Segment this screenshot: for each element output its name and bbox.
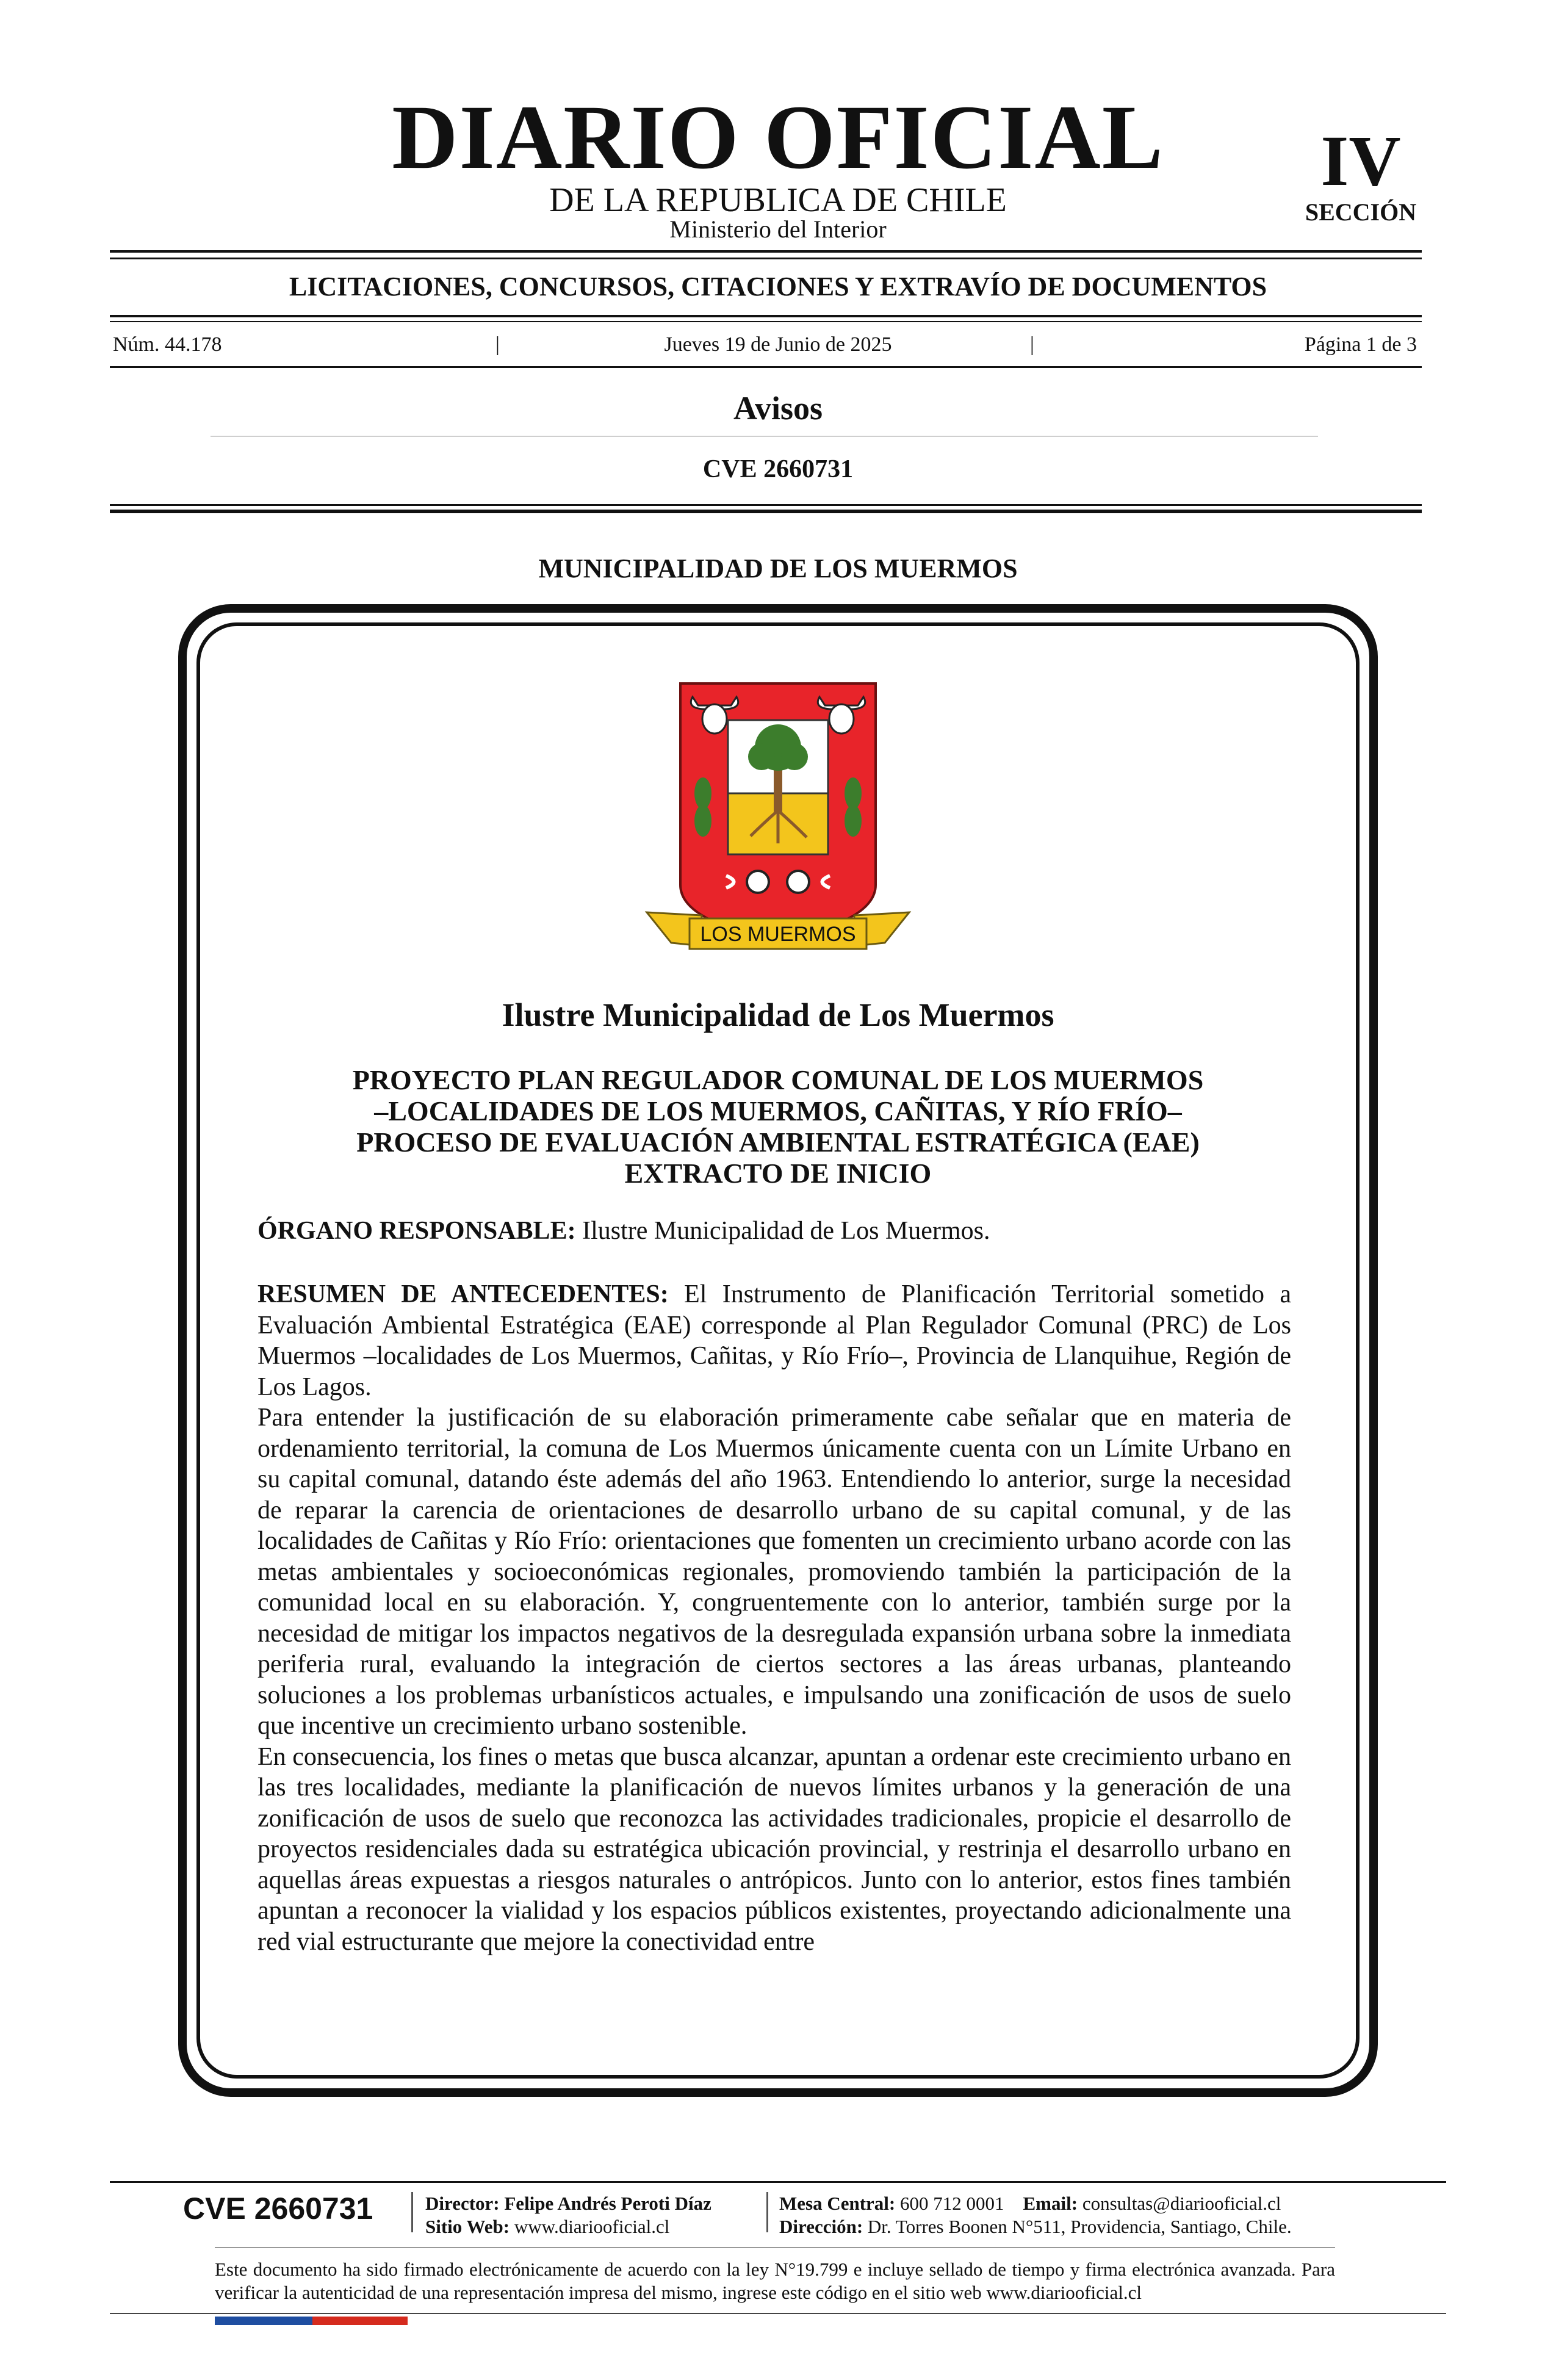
director-value: Felipe Andrés Peroti Díaz bbox=[499, 2193, 711, 2214]
website-link[interactable]: www.diariooficial.cl bbox=[510, 2216, 670, 2237]
summary-section bbox=[258, 1279, 1291, 1957]
divider bbox=[110, 250, 1422, 253]
notice-category: Avisos bbox=[733, 390, 823, 427]
footer-separator bbox=[411, 2192, 413, 2232]
address-label: Dirección: bbox=[779, 2216, 863, 2237]
summary-paragraph-1: El Instrumento de Planificación Territorial sometido a Evaluación Ambiental Estratégica (EAE) corresponde al Plan Regulador Comunal (PRC) de Los Muermos –localidades de Los Muermos, Cañitas, y Río Frío–, Provincia de Llanquihue, Región de Los Lagos. bbox=[258, 1280, 1291, 1401]
cve-code: CVE 2660731 bbox=[702, 455, 854, 483]
meta-separator: | bbox=[495, 333, 500, 356]
flag-stripe-red bbox=[312, 2317, 408, 2325]
section-number: IV bbox=[1320, 121, 1401, 201]
footer-divider bbox=[110, 2181, 1446, 2183]
issue-date: Jueves 19 de Junio de 2025 bbox=[664, 333, 892, 356]
legal-notice: Este documento ha sido firmado electrónicamente de acuerdo con la ley N°19.799 e incluye sellado de tiempo y firma electrónica avanzada. Para verificar la autenticidad de una representación impresa del mismo, ingrese este código en el sitio web www.diariooficial.cl bbox=[215, 2259, 1335, 2303]
phone-label: Mesa Central: bbox=[779, 2193, 896, 2214]
footer-separator bbox=[766, 2192, 768, 2232]
section-title: LICITACIONES, CONCURSOS, CITACIONES Y EXTRAVÍO DE DOCUMENTOS bbox=[289, 272, 1267, 301]
divider bbox=[110, 315, 1422, 317]
phone-value: 600 712 0001 bbox=[895, 2193, 1004, 2214]
project-title-line: EXTRACTO DE INICIO bbox=[624, 1158, 932, 1189]
municipality-name: Ilustre Municipalidad de Los Muermos bbox=[502, 997, 1054, 1033]
summary-label: RESUMEN DE ANTECEDENTES: bbox=[258, 1280, 669, 1308]
thin-divider bbox=[211, 436, 1318, 437]
divider bbox=[110, 366, 1422, 368]
email-link[interactable]: consultas@diariooficial.cl bbox=[1078, 2193, 1281, 2214]
footer-thin-divider bbox=[215, 2247, 1335, 2248]
email-label: Email: bbox=[1023, 2193, 1078, 2214]
flag-stripe-blue bbox=[215, 2317, 312, 2325]
project-title-line: PROYECTO PLAN REGULADOR COMUNAL DE LOS MUERMOS bbox=[352, 1064, 1204, 1095]
page-indicator: Página 1 de 3 bbox=[1304, 333, 1417, 356]
footer-cve: CVE 2660731 bbox=[183, 2191, 373, 2226]
footer-contact-block bbox=[779, 2192, 1377, 2238]
organ-label: ÓRGANO RESPONSABLE: bbox=[258, 1217, 576, 1245]
ministry-label: Ministerio del Interior bbox=[669, 215, 887, 243]
project-title-line: PROCESO DE EVALUACIÓN AMBIENTAL ESTRATÉGICA (EAE) bbox=[356, 1127, 1200, 1158]
divider bbox=[110, 510, 1422, 513]
newspaper-subtitle: DE LA REPUBLICA DE CHILE bbox=[549, 181, 1007, 219]
newspaper-title: DIARIO OFICIAL bbox=[392, 87, 1164, 188]
summary-paragraph-2: Para entender la justificación de su elaboración primeramente cabe señalar que en materia de ordenamiento territorial, la comuna de Los Muermos únicamente cuenta con un Límite Urbano en su capital comunal, datando éste además del año 1963. Entendiendo lo anterior, surge la necesidad de reparar la carencia de orientaciones de desarrollo urbano de su capital comunal, y de las localidades de Cañitas y Río Frío: orientaciones que fomenten un crecimiento urbano acorde con las metas ambientales y socioeconómicas regionales, promoviendo también la participación de la comunidad local en su elaboración. Y, congruentemente con lo anterior, también surge por la necesidad de mitigar los impactos negativos de la desregulada expansión urbana sobre la inmediata periferia rural, evaluando la integración de ciertos sectores a las áreas urbanas, planteando soluciones a los problemas urbanísticos actuales, e impulsando una zonificación de usos de suelo que incentive un crecimiento urbano sostenible. bbox=[258, 1404, 1291, 1740]
divider bbox=[110, 321, 1422, 322]
organ-value: Ilustre Municipalidad de Los Muermos. bbox=[575, 1217, 990, 1245]
website-label: Sitio Web: bbox=[425, 2216, 510, 2237]
issuer-heading: MUNICIPALIDAD DE LOS MUERMOS bbox=[538, 554, 1018, 583]
issue-number: Núm. 44.178 bbox=[113, 333, 222, 356]
address-value: Dr. Torres Boonen N°511, Providencia, Santiago, Chile. bbox=[863, 2216, 1292, 2237]
section-label: SECCIÓN bbox=[1305, 198, 1417, 226]
crest-banner-text: LOS MUERMOS bbox=[700, 923, 856, 946]
footer-bottom-divider bbox=[110, 2313, 1446, 2314]
project-title bbox=[256, 1064, 1300, 1189]
summary-paragraph-3: En consecuencia, los fines o metas que busca alcanzar, apuntan a ordenar este crecimiento urbano en las tres localidades, mediante la planificación de nuevos límites urbanos y la generación de una zonificación de usos de suelo que reconozca las actividades tradicionales, propicie el desarrollo de proyectos residenciales dada su estratégica ubicación provincial, y restrinja el desarrollo urbano en aquellas áreas expuestas a riesgos naturales o antrópicos. Junto con lo anterior, estos fines también apuntan a reconocer la vialidad y los espacios públicos existentes, proyectando adicionalmente una red vial estructurante que mejore la conectividad entre bbox=[258, 1742, 1291, 1956]
meta-separator: | bbox=[1030, 333, 1034, 356]
project-title-line: –LOCALIDADES DE LOS MUERMOS, CAÑITAS, Y RÍO FRÍO– bbox=[374, 1095, 1182, 1127]
organ-paragraph bbox=[258, 1216, 1291, 1247]
divider bbox=[110, 504, 1422, 506]
divider bbox=[110, 258, 1422, 259]
director-label: Director: bbox=[425, 2193, 500, 2214]
municipal-crest bbox=[635, 671, 921, 976]
footer-director-block bbox=[425, 2192, 767, 2238]
